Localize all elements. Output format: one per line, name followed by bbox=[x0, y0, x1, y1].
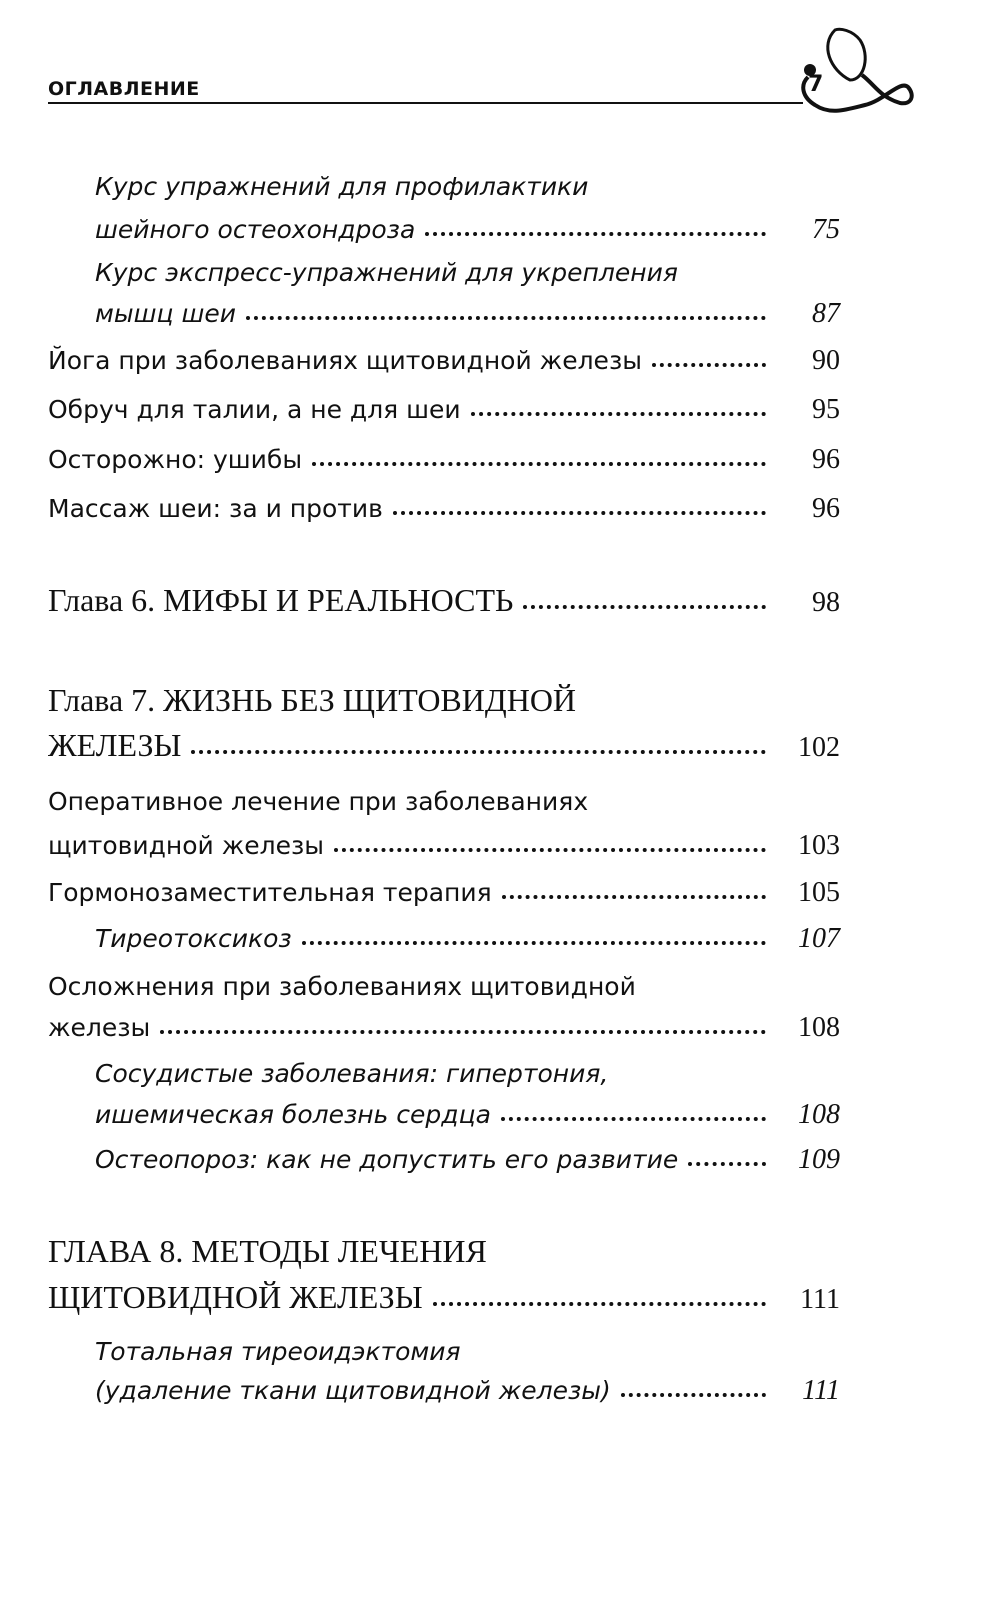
stethoscope-icon bbox=[790, 25, 920, 115]
toc-entry: мышц шеи 87 bbox=[95, 298, 840, 329]
toc-chapter-line: Глава 7. ЖИЗНЬ БЕЗ ЩИТОВИДНОЙ bbox=[48, 682, 577, 718]
dot-leader bbox=[471, 412, 766, 416]
toc-page: 103 bbox=[798, 830, 840, 861]
toc-entry: Обруч для талии, а не для шеи 95 bbox=[48, 394, 840, 425]
running-header-title: ОГЛАВЛЕНИЕ bbox=[48, 78, 200, 100]
toc-entry: (удаление ткани щитовидной железы) 111 bbox=[95, 1375, 840, 1406]
toc-page: 111 bbox=[800, 1284, 840, 1315]
header-rule bbox=[48, 102, 803, 104]
toc-page: 105 bbox=[798, 877, 840, 908]
toc-entry: ишемическая болезнь сердца 108 bbox=[95, 1099, 840, 1130]
toc-chapter-line: ГЛАВА 8. МЕТОДЫ ЛЕЧЕНИЯ bbox=[48, 1233, 487, 1269]
toc-page: 95 bbox=[812, 394, 840, 425]
toc-page: 90 bbox=[812, 345, 840, 376]
toc-page: 98 bbox=[812, 587, 840, 618]
toc-entry-line: Осложнения при заболеваниях щитовидной bbox=[48, 972, 636, 1001]
toc-entry: щитовидной железы 103 bbox=[48, 830, 840, 861]
toc-chapter: ЖЕЛЕЗЫ 102 bbox=[48, 727, 840, 763]
dot-leader bbox=[246, 316, 766, 320]
page-number: 7 bbox=[808, 72, 824, 97]
toc-entry-line: Курс экспресс-упражнений для укрепления bbox=[95, 258, 678, 287]
toc-entry: Гормонозаместительная терапия 105 bbox=[48, 877, 840, 908]
toc-entry: Остеопороз: как не допустить его развитие 109 bbox=[95, 1144, 840, 1175]
toc-chapter: ЩИТОВИДНОЙ ЖЕЛЕЗЫ 111 bbox=[48, 1279, 840, 1315]
toc-page: 102 bbox=[798, 732, 840, 763]
toc-page: 75 bbox=[812, 214, 840, 245]
toc-entry-line: Тотальная тиреоидэктомия bbox=[95, 1337, 461, 1366]
toc-entry: железы 108 bbox=[48, 1012, 840, 1043]
dot-leader bbox=[621, 1393, 766, 1397]
toc-entry: Йога при заболеваниях щитовидной железы 90 bbox=[48, 345, 840, 376]
toc-chapter: Глава 6. МИФЫ И РЕАЛЬНОСТЬ 98 bbox=[48, 582, 840, 618]
dot-leader bbox=[191, 750, 766, 754]
toc-entry-line: Курс упражнений для профилактики bbox=[95, 172, 589, 201]
toc-page: 96 bbox=[812, 493, 840, 524]
toc-page: 109 bbox=[798, 1144, 840, 1175]
toc-entry-line: Сосудистые заболевания: гипертония, bbox=[95, 1059, 609, 1088]
dot-leader bbox=[393, 511, 766, 515]
dot-leader bbox=[688, 1162, 766, 1166]
toc-page: 87 bbox=[812, 298, 840, 329]
toc-page: 107 bbox=[798, 923, 840, 954]
dot-leader bbox=[433, 1302, 766, 1306]
toc-entry: Осторожно: ушибы 96 bbox=[48, 444, 840, 475]
toc-entry-line: Оперативное лечение при заболеваниях bbox=[48, 787, 589, 816]
dot-leader bbox=[302, 941, 766, 945]
toc-entry: Массаж шеи: за и против 96 bbox=[48, 493, 840, 524]
dot-leader bbox=[312, 462, 766, 466]
toc-entry: Тиреотоксикоз 107 bbox=[95, 923, 840, 954]
dot-leader bbox=[652, 363, 766, 367]
toc-page: 108 bbox=[798, 1099, 840, 1130]
toc-page: 108 bbox=[798, 1012, 840, 1043]
toc-entry: шейного остеохондроза 75 bbox=[95, 214, 840, 245]
toc-page: 96 bbox=[812, 444, 840, 475]
dot-leader bbox=[502, 895, 766, 899]
dot-leader bbox=[523, 605, 766, 609]
toc-page: 111 bbox=[802, 1375, 840, 1406]
dot-leader bbox=[501, 1117, 766, 1121]
dot-leader bbox=[160, 1030, 766, 1034]
dot-leader bbox=[425, 232, 766, 236]
dot-leader bbox=[334, 848, 766, 852]
